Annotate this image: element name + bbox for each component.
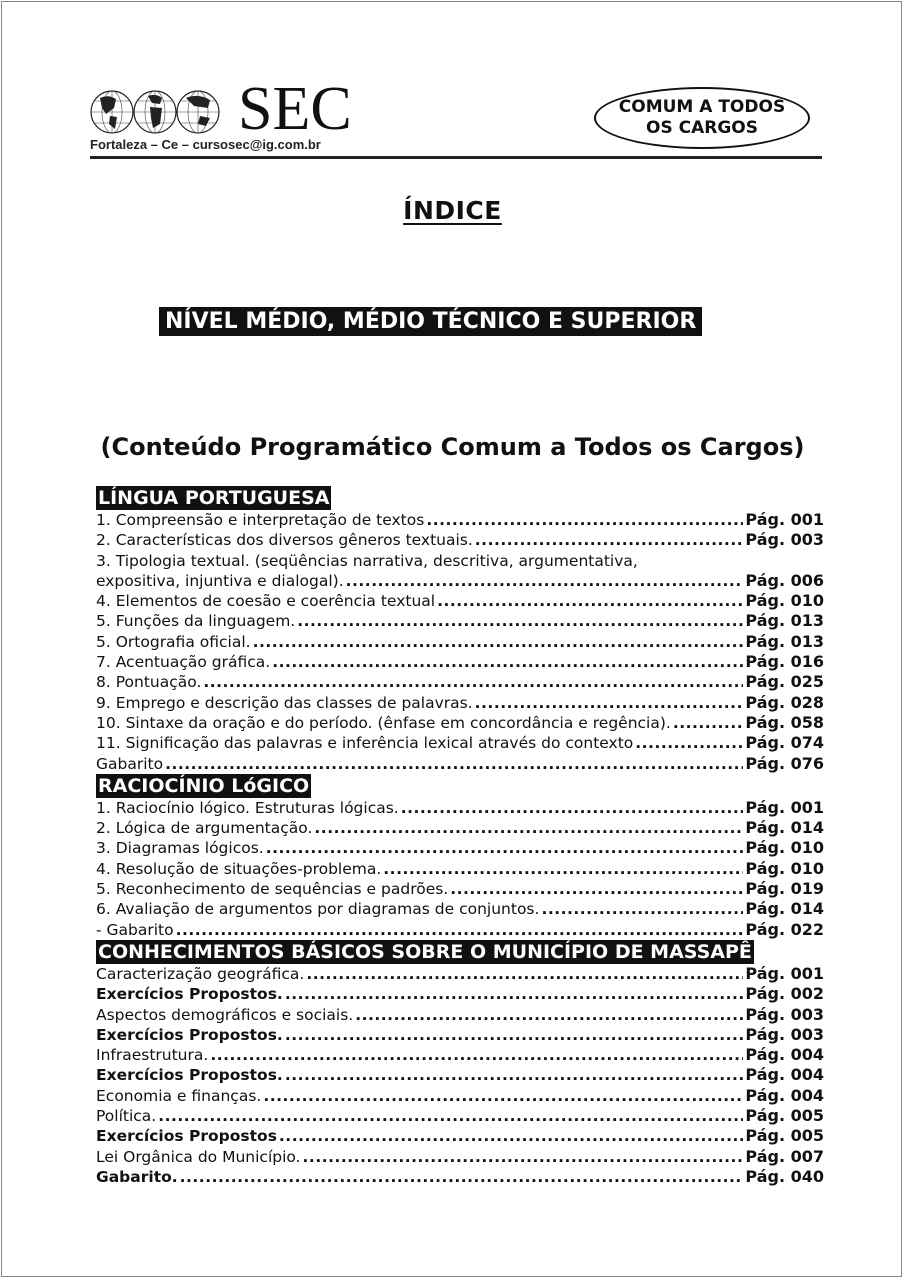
toc-entry-label: Caracterização geográfica.: [96, 964, 305, 983]
dot-leader: [673, 713, 744, 733]
toc-entry-label: 10. Sintaxe da oração e do período. (ênfase em concordância e regência).: [96, 713, 671, 732]
section-heading-row: [96, 774, 824, 798]
toc-entry: [96, 1086, 824, 1106]
toc-entry-label: Economia e finanças.: [96, 1086, 262, 1105]
toc-entry-label: 2. Características dos diversos gêneros textuais.: [96, 531, 473, 550]
toc-entry-label: Exercícios Propostos.: [96, 985, 283, 1004]
toc-entry: [96, 632, 824, 652]
level-banner: NÍVEL MÉDIO, MÉDIO TÉCNICO E SUPERIOR: [159, 307, 702, 336]
toc-entry: [96, 879, 824, 899]
toc-entry: [96, 964, 824, 984]
toc-entry-page: Pág. 019: [745, 879, 824, 899]
dot-leader: [272, 652, 743, 672]
toc-entry-page: Pág. 013: [745, 611, 824, 631]
toc-entry: [96, 1167, 824, 1187]
dot-leader: [266, 838, 744, 858]
toc-entry-label: - Gabarito: [96, 920, 174, 939]
toc-entry-page: Pág. 014: [745, 818, 824, 838]
toc-entry-label: 6. Avaliação de argumentos por diagramas de conjuntos.: [96, 900, 540, 919]
dot-leader: [285, 984, 744, 1004]
toc-entry-label-line: 3. Tipologia textual. (seqüências narrativa, descritiva, argumentativa,: [96, 551, 638, 570]
toc-entry-page: Pág. 025: [745, 672, 824, 692]
toc-entry: [96, 859, 824, 879]
section-heading: LÍNGUA PORTUGUESA: [98, 487, 330, 509]
dot-leader: [475, 530, 744, 550]
dot-leader: [437, 591, 743, 611]
toc-entry-page: Pág. 010: [745, 838, 824, 858]
dot-leader: [176, 920, 744, 940]
toc-entry: [96, 818, 824, 838]
toc-entry-label: Lei Orgânica do Município.: [96, 1147, 301, 1166]
section-heading-row: [96, 940, 824, 964]
toc-entry-label: 4. Resolução de situações-problema.: [96, 859, 382, 878]
globe-logo-icon: [90, 84, 220, 140]
page-title: ÍNDICE: [403, 196, 502, 225]
toc-entry: [96, 693, 824, 713]
toc-entry: [96, 1005, 824, 1025]
toc-entry-page: Pág. 001: [745, 797, 824, 817]
toc-entry-page: Pág. 028: [745, 692, 824, 712]
toc-entry-page: Pág. 004: [745, 1045, 824, 1065]
toc-entry-page: Pág. 010: [745, 591, 824, 611]
section-heading: CONHECIMENTOS BÁSICOS SOBRE O MUNICÍPIO DE MASSAPÊ: [98, 940, 752, 963]
toc-entry: [96, 571, 824, 591]
toc-entry-page: Pág. 076: [745, 753, 824, 773]
toc-entry: [96, 1126, 824, 1146]
toc-entry-page: Pág. 074: [745, 733, 824, 753]
dot-leader: [475, 693, 744, 713]
toc-entry: [96, 798, 824, 818]
toc-entry: [96, 754, 824, 774]
toc-entry-label: 5. Reconhecimento de sequências e padrões.: [96, 880, 449, 899]
toc-entry-page: Pág. 003: [745, 530, 824, 550]
dot-leader: [450, 879, 743, 899]
dot-leader: [279, 1126, 743, 1146]
toc-entry: [96, 1065, 824, 1085]
section-heading-row: [96, 486, 824, 510]
toc-entry: [96, 713, 824, 733]
dot-leader: [306, 964, 743, 984]
dot-leader: [635, 733, 743, 753]
dot-leader: [355, 1005, 743, 1025]
toc-entry-page: Pág. 013: [745, 631, 824, 651]
header-divider: [90, 156, 822, 159]
toc-entry-page: Pág. 005: [745, 1126, 824, 1146]
document-header: [90, 75, 822, 162]
dot-leader: [303, 1147, 744, 1167]
dot-leader: [541, 899, 743, 919]
toc-entry-page: Pág. 001: [745, 963, 824, 983]
toc-entry-label: Exercícios Propostos.: [96, 1025, 283, 1044]
toc-entry-page: Pág. 005: [745, 1106, 824, 1126]
toc-entry: [96, 510, 824, 530]
dot-leader: [297, 611, 743, 631]
toc-entry-page: Pág. 004: [745, 1085, 824, 1105]
badge-line-2: OS CARGOS: [646, 118, 758, 138]
toc-entry-page: Pág. 006: [745, 570, 824, 590]
badge-line-1: COMUM A TODOS: [618, 97, 786, 117]
dot-leader: [210, 1045, 743, 1065]
logo-text: SEC: [238, 75, 352, 143]
dot-leader: [158, 1106, 743, 1126]
dot-leader: [383, 859, 743, 879]
toc-entry-label: Exercícios Propostos: [96, 1127, 277, 1146]
toc-entry: [96, 652, 824, 672]
toc-entry-label: Aspectos demográficos e sociais.: [96, 1005, 354, 1024]
toc-entry-label: 1. Raciocínio lógico. Estruturas lógicas.: [96, 798, 399, 817]
toc-entry-page: Pág. 016: [745, 652, 824, 672]
toc-entry: [96, 591, 824, 611]
toc-entry: [96, 1025, 824, 1045]
toc-entry: [96, 1106, 824, 1126]
section-heading: RACIOCÍNIO LóGICO: [98, 774, 310, 797]
toc-entry-label: Exercícios Propostos.: [96, 1066, 283, 1085]
toc-entry-label: 7. Acentuação gráfica.: [96, 653, 271, 672]
toc-entry: [96, 984, 824, 1004]
toc-entry: [96, 1045, 824, 1065]
toc-entry: [96, 733, 824, 753]
dot-leader: [314, 818, 743, 838]
toc-entry-page: Pág. 040: [745, 1166, 824, 1186]
toc-entry-label: expositiva, injuntiva e dialogal).: [96, 571, 344, 590]
table-of-contents: [96, 486, 824, 1187]
toc-entry: [96, 920, 824, 940]
subtitle: (Conteúdo Programático Comum a Todos os Cargos): [100, 433, 805, 461]
toc-entry: [96, 838, 824, 858]
toc-entry-label: 11. Significação das palavras e inferência lexical através do contexto: [96, 734, 634, 753]
toc-entry-page: Pág. 014: [745, 899, 824, 919]
dot-leader: [165, 754, 743, 774]
toc-entry-label: 5. Ortografia oficial.: [96, 632, 251, 651]
toc-entry-label: 9. Emprego e descrição das classes de palavras.: [96, 693, 473, 712]
toc-entry-page: Pág. 022: [745, 919, 824, 939]
toc-entry-label: Gabarito.: [96, 1167, 178, 1186]
toc-entry-page: Pág. 002: [745, 984, 824, 1004]
toc-entry-label: Gabarito: [96, 754, 164, 773]
dot-leader: [285, 1065, 744, 1085]
toc-entry: [96, 899, 824, 919]
header-tagline: Fortaleza – Ce – cursosec@ig.com.br: [90, 137, 321, 152]
dot-leader: [401, 798, 744, 818]
toc-entry-page: Pág. 003: [745, 1024, 824, 1044]
toc-entry: [96, 530, 824, 550]
toc-entry-page: Pág. 010: [745, 858, 824, 878]
toc-entry-label: 2. Lógica de argumentação.: [96, 819, 313, 838]
toc-entry-label: Política.: [96, 1107, 157, 1126]
toc-entry-label: 4. Elementos de coesão e coerência textual: [96, 592, 436, 611]
toc-entry-page: Pág. 058: [745, 712, 824, 732]
toc-entry-page: Pág. 007: [745, 1146, 824, 1166]
toc-entry: [96, 672, 824, 692]
dot-leader: [426, 510, 743, 530]
toc-entry-page: Pág. 004: [745, 1065, 824, 1085]
dot-leader: [346, 571, 744, 591]
audience-badge: [594, 87, 810, 149]
dot-leader: [285, 1025, 744, 1045]
toc-entry: [96, 611, 824, 631]
toc-entry-page: Pág. 001: [745, 510, 824, 529]
toc-entry-label: 5. Funções da linguagem.: [96, 612, 296, 631]
toc-entry-page: Pág. 003: [745, 1004, 824, 1024]
dot-leader: [263, 1086, 743, 1106]
toc-entry-label: 8. Pontuação.: [96, 673, 202, 692]
dot-leader: [253, 632, 744, 652]
dot-leader: [180, 1167, 744, 1187]
dot-leader: [203, 672, 743, 692]
toc-entry-label: 1. Compreensão e interpretação de textos: [96, 511, 425, 529]
toc-entry: [96, 1147, 824, 1167]
toc-entry-label: Infraestrutura.: [96, 1046, 209, 1065]
toc-entry-label: 3. Diagramas lógicos.: [96, 839, 264, 858]
